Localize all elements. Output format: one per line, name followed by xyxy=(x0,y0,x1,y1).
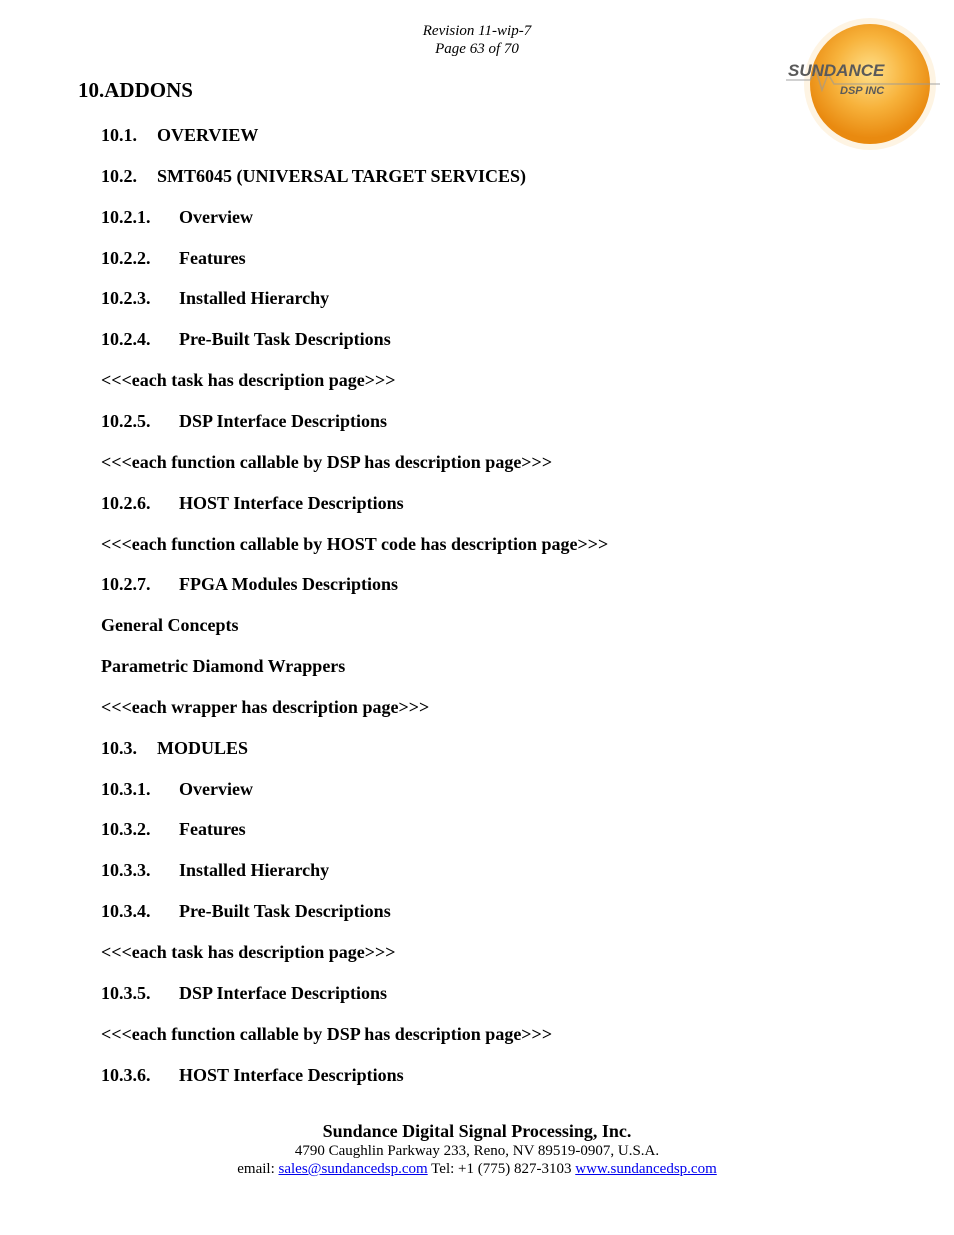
toc-entry xyxy=(101,573,398,595)
email-link[interactable]: sales@sundancedsp.com xyxy=(278,1161,428,1177)
toc-entry xyxy=(101,696,429,718)
entry-number: 10.2.5. xyxy=(101,411,151,431)
entry-number: 10.2.7. xyxy=(101,574,151,594)
page-number: Page 63 of 70 xyxy=(435,41,519,57)
entry-title: <<<each function callable by DSP has description page>>> xyxy=(101,452,553,472)
toc-entry xyxy=(101,859,329,881)
toc-entry xyxy=(101,737,248,759)
revision-label: Revision 11-wip-7 xyxy=(422,23,532,39)
entry-number: 10.2. xyxy=(101,166,137,186)
entry-title: <<<each task has description page>>> xyxy=(101,370,396,390)
entry-title: General Concepts xyxy=(101,615,239,635)
toc-entry xyxy=(101,206,253,228)
entry-number: 10.3.2. xyxy=(101,819,151,839)
sundance-logo xyxy=(780,14,940,174)
toc-entry xyxy=(101,165,526,187)
toc-entry xyxy=(101,941,396,963)
entry-number: 10.3.6. xyxy=(101,1065,151,1085)
entry-title: <<<each wrapper has description page>>> xyxy=(101,697,430,717)
entry-title: FPGA Modules Descriptions xyxy=(179,574,398,594)
email-label: email: xyxy=(237,1161,279,1177)
toc-entry xyxy=(101,410,387,432)
entry-title: MODULES xyxy=(157,738,249,758)
entry-number: 10.2.2. xyxy=(101,248,151,268)
footer-contact xyxy=(0,1160,954,1178)
logo-text-bottom: DSP INC xyxy=(840,85,885,97)
toc-entry xyxy=(101,247,246,269)
toc-entry xyxy=(101,982,387,1004)
footer-company: Sundance Digital Signal Processing, Inc. xyxy=(322,1121,632,1141)
toc-entry xyxy=(101,328,391,350)
entry-number: 10.3.3. xyxy=(101,860,151,880)
toc-entry xyxy=(101,124,258,146)
entry-title: DSP Interface Descriptions xyxy=(179,983,387,1003)
entry-title: Features xyxy=(179,248,246,268)
entry-title: DSP Interface Descriptions xyxy=(179,411,387,431)
toc-entry xyxy=(101,614,238,636)
entry-title: Overview xyxy=(179,207,253,227)
toc-entry xyxy=(101,451,552,473)
entry-number: 10.2.3. xyxy=(101,288,151,308)
toc-entry xyxy=(101,900,391,922)
entry-title: Installed Hierarchy xyxy=(179,288,330,308)
toc-entry xyxy=(101,655,345,677)
toc-entry xyxy=(101,287,329,309)
entry-title: Parametric Diamond Wrappers xyxy=(101,656,346,676)
toc-entry xyxy=(101,369,396,391)
entry-title: Pre-Built Task Descriptions xyxy=(179,901,391,921)
entry-title: OVERVIEW xyxy=(157,125,259,145)
entry-number: 10.1. xyxy=(101,125,137,145)
page-footer xyxy=(0,1120,954,1178)
toc-entry xyxy=(101,1064,404,1086)
entry-number: 10.2.4. xyxy=(101,329,151,349)
entry-title: Overview xyxy=(179,779,253,799)
toc-entry xyxy=(101,818,246,840)
entry-number: 10.2.1. xyxy=(101,207,151,227)
entry-title: Features xyxy=(179,819,246,839)
toc-entry xyxy=(101,778,253,800)
entry-title: Installed Hierarchy xyxy=(179,860,330,880)
entry-title: HOST Interface Descriptions xyxy=(179,1065,404,1085)
section-heading: 10.ADDONS xyxy=(78,78,193,102)
logo-text-top: SUNDANCE xyxy=(788,61,885,80)
toc-entry xyxy=(101,1023,552,1045)
toc-entry xyxy=(101,533,608,555)
website-link[interactable]: www.sundancedsp.com xyxy=(575,1161,717,1177)
toc-entry xyxy=(101,492,404,514)
entry-number: 10.3.1. xyxy=(101,779,151,799)
entry-number: 10.3. xyxy=(101,738,137,758)
entry-title: HOST Interface Descriptions xyxy=(179,493,404,513)
entry-title: <<<each function callable by DSP has description page>>> xyxy=(101,1024,553,1044)
entry-number: 10.3.4. xyxy=(101,901,151,921)
phone-text: Tel: +1 (775) 827-3103 xyxy=(427,1161,576,1177)
entry-number: 10.2.6. xyxy=(101,493,151,513)
entry-title: <<<each function callable by HOST code has description page>>> xyxy=(101,534,609,554)
entry-title: <<<each task has description page>>> xyxy=(101,942,396,962)
entry-title: Pre-Built Task Descriptions xyxy=(179,329,391,349)
entry-number: 10.3.5. xyxy=(101,983,151,1003)
entry-title: SMT6045 (UNIVERSAL TARGET SERVICES) xyxy=(157,166,526,186)
footer-address: 4790 Caughlin Parkway 233, Reno, NV 89519-0907, U.S.A. xyxy=(294,1143,660,1159)
